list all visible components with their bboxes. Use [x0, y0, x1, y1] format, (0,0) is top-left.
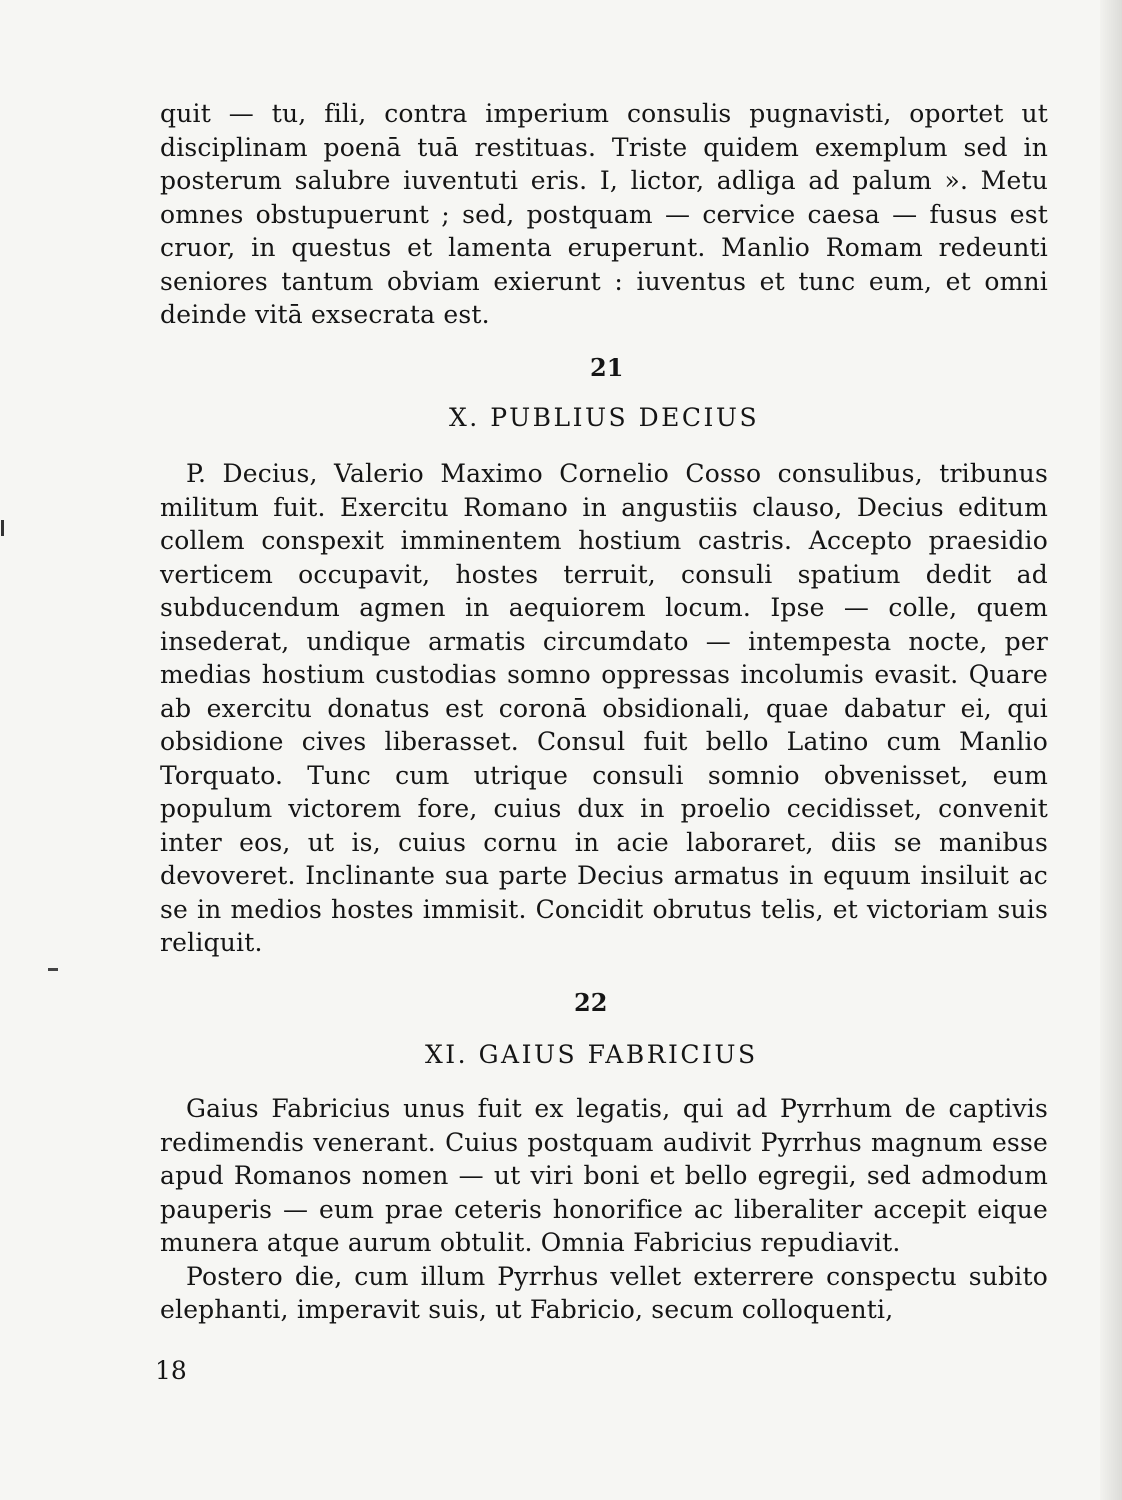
chapter-title: XI. GAIUS FABRICIUS: [425, 1040, 758, 1069]
chapter-paragraph: Postero die, cum illum Pyrrhus vellet exterrere conspectu subito elephanti, imperavit suis, ut Fabricio, secum colloquenti,: [160, 1261, 1048, 1324]
chapter-body: [160, 1092, 1048, 1327]
page-number: 18: [155, 1356, 187, 1385]
page-edge-shadow: [1100, 0, 1122, 1500]
chapter-number: 22: [574, 988, 608, 1017]
chapter-paragraph: P. Decius, Valerio Maximo Cornelio Cosso consulibus, tribunus militum fuit. Exercitu Romano in angustiis clauso, Decius editum collem conspexit imminentem hostium castris. Accepto praesidio verticem occupavit, hostes terruit, consuli spatium dedit ad subducendum agmen in aequiorem locum. Ipse — colle, quem insederat, undique armatis circumdato — intempesta nocte, per medias hostium custodias somno oppressas incolumis evasit. Quare ab exercitu donatus est coronā obsidionali, quae dabatur ei, qui obsidione cives liberasset. Consul fuit bello Latino cum Manlio Torquato. Tunc cum utrique consuli somnio obvenisset, eum populum victorem fore, cuius dux in proelio cecidisset, convenit inter eos, ut is, cuius cornu in acie laboraret, diis se manibus devoveret. Inclinante sua parte Decius armatus in equum insiluit ac se in medios hostes immisit. Concidit obrutus telis, et victoriam suis reliquit.: [160, 459, 1048, 957]
intro-paragraph: quit — tu, fili, contra imperium consulis pugnavisti, oportet ut disciplinam poenā tuā restituas. Triste quidem exemplum sed in posterum salubre iuventuti eris. I, lictor, adliga ad palum ». Metu omnes obstupuerunt ; sed, postquam — cervice caesa — fusus est cruor, in questus et lamenta eruperunt. Manlio Romam redeunti seniores tantum obviam exierunt : iuventus et tunc eum, et omni deinde vitā exsecrata est.: [160, 99, 1048, 329]
chapter-body: [160, 457, 1048, 960]
chapter-title: X. PUBLIUS DECIUS: [449, 403, 760, 432]
margin-dash: [48, 968, 58, 971]
intro-text-block: [160, 97, 1048, 332]
chapter-number: 21: [590, 353, 624, 382]
chapter-paragraph: Gaius Fabricius unus fuit ex legatis, qui ad Pyrrhum de captivis redimendis venerant. Cuius postquam audivit Pyrrhus magnum esse apud Romanos nomen — ut viri boni et bello egregii, sed admodum pauperis — eum prae ceteris honorifice ac liberaliter accepit eique munera atque aurum obtulit. Omnia Fabricius repudiavit.: [160, 1094, 1048, 1257]
margin-mark: [1, 520, 4, 536]
